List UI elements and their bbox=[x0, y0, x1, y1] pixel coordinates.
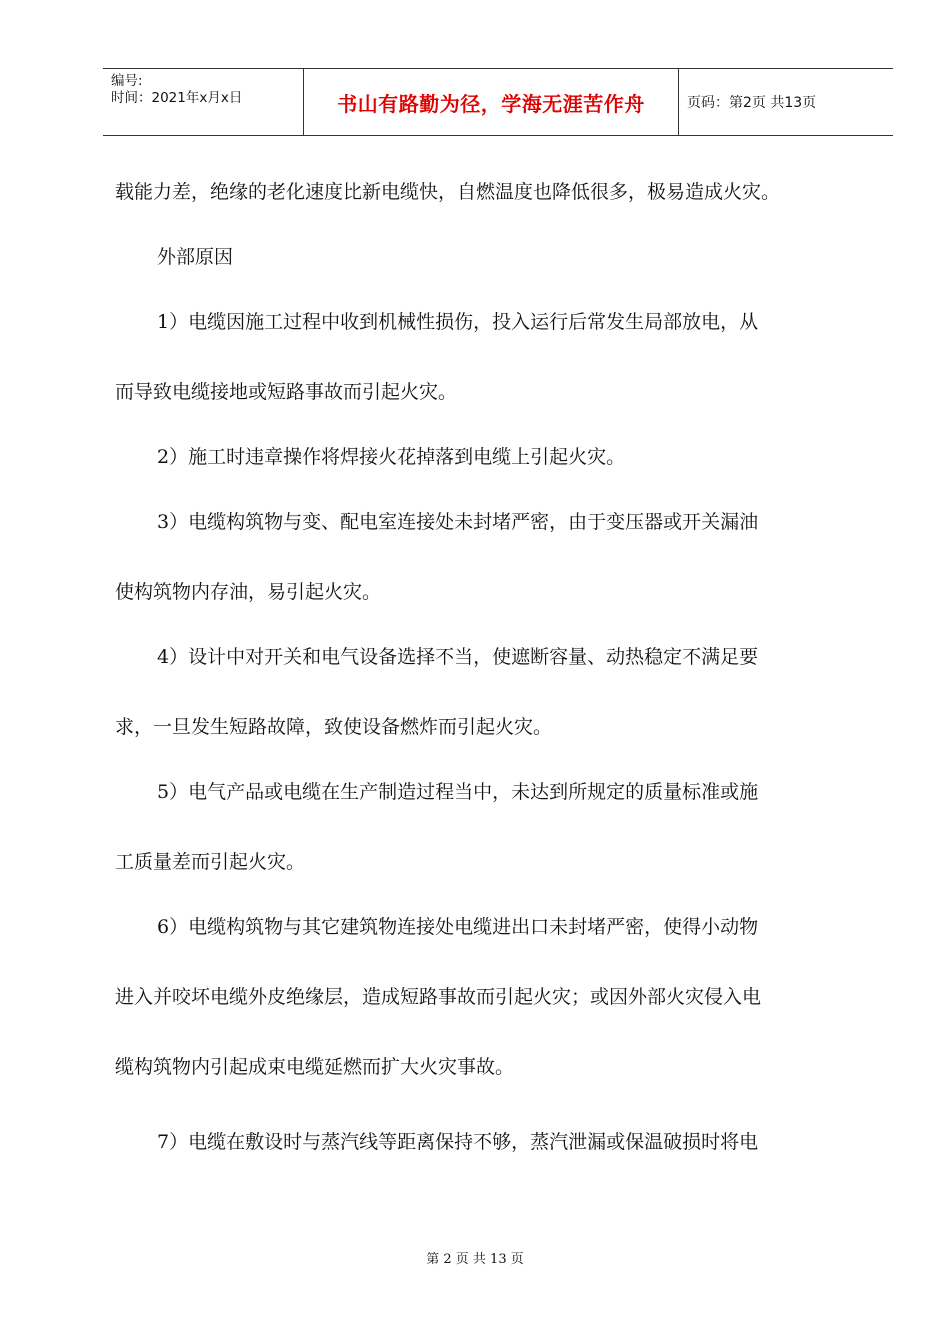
paragraph-line: 载能力差，绝缘的老化速度比新电缆快，自燃温度也降低很多，极易造成火灾。 bbox=[115, 181, 781, 203]
paragraph-line: 7）电缆在敷设时与蒸汽线等距离保持不够，蒸汽泄漏或保温破损时将电 bbox=[157, 1131, 759, 1153]
paragraph-line: 2）施工时违章操作将焊接火花掉落到电缆上引起火灾。 bbox=[157, 446, 626, 468]
paragraph-line: 使构筑物内存油，易引起火灾。 bbox=[115, 581, 382, 603]
date-label: 时间：2021年x月x日 bbox=[111, 90, 243, 106]
paragraph-line: 6）电缆构筑物与其它建筑物连接处电缆进出口未封堵严密，使得小动物 bbox=[157, 916, 759, 938]
section-heading: 外部原因 bbox=[157, 246, 234, 268]
paragraph-line: 而导致电缆接地或短路事故而引起火灾。 bbox=[115, 381, 458, 403]
paragraph-line: 1）电缆因施工过程中收到机械性损伤，投入运行后常发生局部放电，从 bbox=[157, 311, 759, 333]
paragraph-line: 求，一旦发生短路故障，致使设备燃炸而引起火灾。 bbox=[115, 716, 553, 738]
page-header bbox=[103, 68, 893, 136]
page-footer: 第 2 页 共 13 页 bbox=[426, 1252, 524, 1267]
header-meta bbox=[103, 69, 304, 135]
paragraph-line: 4）设计中对开关和电气设备选择不当，使遮断容量、动热稳定不满足要 bbox=[157, 646, 759, 668]
paragraph-line: 5）电气产品或电缆在生产制造过程当中，未达到所规定的质量标准或施 bbox=[157, 781, 759, 803]
header-page-info: 页码：第2页 共13页 bbox=[687, 95, 817, 111]
paragraph-line: 3）电缆构筑物与变、配电室连接处未封堵严密，由于变压器或开关漏油 bbox=[157, 511, 759, 533]
header-motto: 书山有路勤为径，学海无涯苦作舟 bbox=[304, 69, 679, 135]
paragraph-line: 工质量差而引起火灾。 bbox=[115, 851, 306, 873]
paragraph-line: 进入并咬坏电缆外皮绝缘层，造成短路事故而引起火灾；或因外部火灾侵入电 bbox=[115, 986, 762, 1008]
paragraph-line: 缆构筑物内引起成束电缆延燃而扩大火灾事故。 bbox=[115, 1056, 515, 1078]
number-label: 编号: bbox=[111, 73, 143, 89]
